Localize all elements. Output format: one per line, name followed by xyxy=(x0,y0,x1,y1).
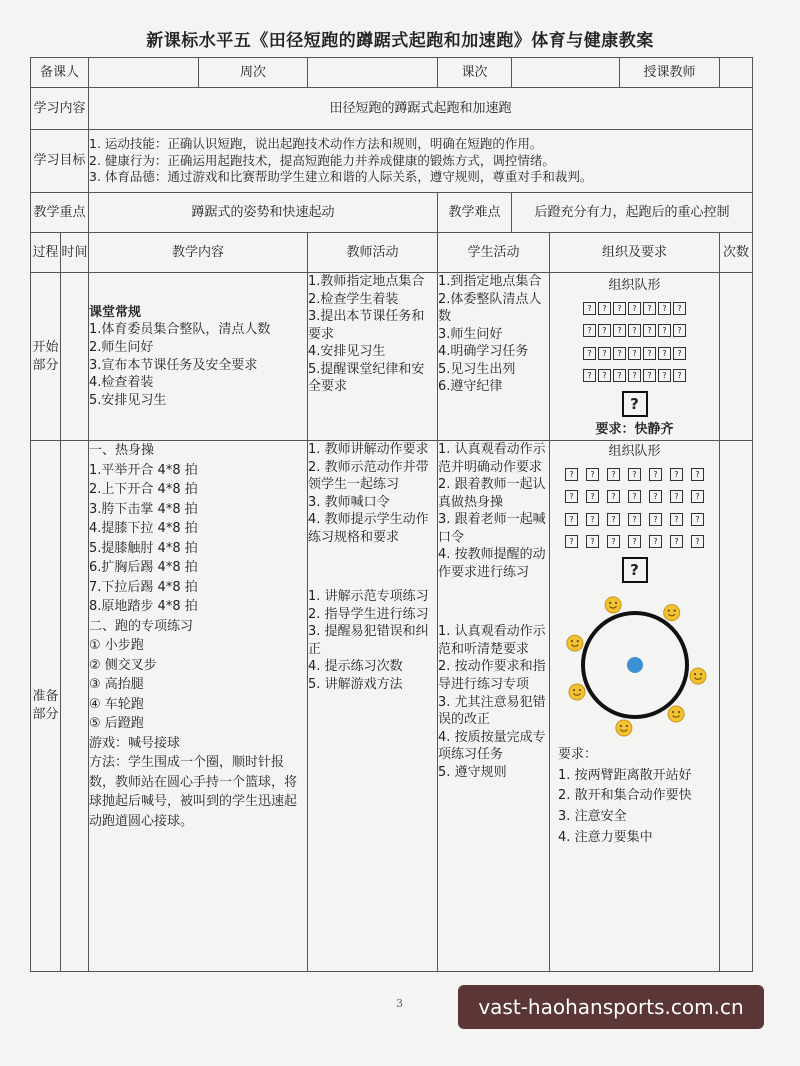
student-marker-icon: ? xyxy=(691,490,704,503)
list-item: 4.明确学习任务 xyxy=(438,344,529,360)
list-item: 8.原地踏步 4*8 拍 xyxy=(89,599,198,614)
list-item: 4. 按教师提醒的动作要求进行练习 xyxy=(438,547,546,580)
student-smiley-icon xyxy=(569,684,585,700)
student-marker-icon: ? xyxy=(643,369,656,382)
list-item: 7.下拉后踢 4*8 拍 xyxy=(89,579,198,595)
student-marker-icon: ? xyxy=(673,347,686,360)
student-marker-icon: ? xyxy=(649,513,662,526)
list-item: 2. 指导学生进行练习 xyxy=(308,606,429,622)
student-marker-icon: ? xyxy=(673,302,686,315)
student-marker-icon: ? xyxy=(583,369,596,382)
list-item: 1. 按两臂距离散开站好 xyxy=(558,767,692,783)
start-org-cell xyxy=(550,273,720,441)
week-label: 周次 xyxy=(199,58,308,88)
col-header-student: 学生活动 xyxy=(438,233,550,273)
col-header-count: 次数 xyxy=(720,233,753,273)
objective-item: 2. 健康行为：正确运用起跑技术，提高短跑能力并养成健康的锻炼方式，调控情绪。 xyxy=(89,152,555,168)
student-marker-icon: ? xyxy=(607,468,620,481)
student-marker-icon: ? xyxy=(658,302,671,315)
start-time-cell xyxy=(61,273,89,441)
student-smiley-icon xyxy=(605,597,621,613)
student-marker-icon: ? xyxy=(565,490,578,503)
list-item: 4. 提示练习次数 xyxy=(308,659,403,675)
student-formation-grid xyxy=(550,466,719,551)
list-item: 1. 讲解示范专项练习 xyxy=(308,589,429,605)
student-marker-icon: ? xyxy=(628,513,641,526)
prep-org-cell xyxy=(550,441,720,972)
list-item: 3. 注意安全 xyxy=(558,809,627,825)
start-content-cell xyxy=(89,273,308,441)
list-item: 5.提膝触肘 4*8 拍 xyxy=(89,540,198,556)
prep-teacher-label: 备课人 xyxy=(31,58,89,88)
student-marker-icon: ? xyxy=(628,347,641,360)
list-item: 3.提出本节课任务和要求 xyxy=(308,309,425,342)
page-title: 新课标水平五《田径短跑的蹲踞式起跑和加速跑》体育与健康教案 xyxy=(146,31,654,51)
list-item: 2.上下开合 4*8 拍 xyxy=(89,482,198,497)
col-header-time: 时间 xyxy=(61,233,89,273)
content-label: 学习内容 xyxy=(31,88,89,130)
prep-student-cell xyxy=(438,441,550,972)
week-value xyxy=(308,58,438,88)
student-smiley-icon xyxy=(615,720,631,736)
student-marker-icon: ? xyxy=(607,535,620,548)
student-marker-icon: ? xyxy=(565,535,578,548)
student-marker-icon: ? xyxy=(628,490,641,503)
student-marker-icon: ? xyxy=(583,347,596,360)
list-item: 2. 教师示范动作并带领学生一起练习 xyxy=(308,459,429,493)
student-marker-icon: ? xyxy=(586,468,599,481)
list-item: ① 小步跑 xyxy=(89,638,144,653)
student-marker-icon: ? xyxy=(649,490,662,503)
list-item: 2. 跟着教师一起认真做热身操 xyxy=(438,477,546,510)
list-item: 4.检查着装 xyxy=(89,375,154,391)
student-smiley-icon xyxy=(668,706,684,722)
col-header-content: 教学内容 xyxy=(89,233,308,273)
student-marker-icon: ? xyxy=(670,513,683,526)
student-marker-icon: ? xyxy=(598,347,611,360)
col-header-teacher: 教师活动 xyxy=(308,233,438,273)
list-item: ③ 高抬腿 xyxy=(89,677,144,692)
lesson-plan-table xyxy=(30,57,753,972)
student-marker-icon: ? xyxy=(673,369,686,382)
student-smiley-icon xyxy=(663,604,679,620)
list-item: 4. 按质按量完成专项练习任务 xyxy=(438,729,546,763)
list-item: 3.胯下击掌 4*8 拍 xyxy=(89,501,198,517)
student-marker-icon: ? xyxy=(628,369,641,382)
start-count-cell xyxy=(720,273,753,441)
start-student-cell xyxy=(438,273,550,441)
content-value: 田径短跑的蹲踞式起跑和加速跑 xyxy=(89,88,753,130)
list-item: 6.遵守纪律 xyxy=(438,379,503,395)
student-marker-icon: ? xyxy=(586,513,599,526)
student-formation-grid xyxy=(550,300,719,385)
list-item: ④ 车轮跑 xyxy=(89,696,144,712)
student-marker-icon: ? xyxy=(628,468,641,481)
difficulty-value: 后蹬充分有力，起跑后的重心控制 xyxy=(512,193,753,233)
student-marker-icon: ? xyxy=(691,468,704,481)
list-item: 1.到指定地点集合 xyxy=(438,274,542,289)
student-marker-icon: ? xyxy=(643,324,656,337)
student-marker-icon: ? xyxy=(691,513,704,526)
col-header-process: 过程 xyxy=(31,233,61,273)
list-item: 2. 散开和集合动作要快 xyxy=(558,788,692,804)
student-marker-icon: ? xyxy=(607,490,620,503)
page-number: 3 xyxy=(396,997,403,1010)
list-item: 2.师生问好 xyxy=(89,339,154,355)
student-marker-icon: ? xyxy=(613,369,626,382)
student-marker-icon: ? xyxy=(607,513,620,526)
objectives-label: 学习目标 xyxy=(31,130,89,193)
list-item: 5.提醒课堂纪律和安全要求 xyxy=(308,361,425,395)
list-item: 2. 按动作要求和指导进行练习专项 xyxy=(438,659,546,693)
teacher-position-icon: ? xyxy=(622,391,648,417)
list-item: 5. 讲解游戏方法 xyxy=(308,677,403,693)
col-header-org: 组织及要求 xyxy=(550,233,720,273)
teacher-value xyxy=(720,58,753,88)
objectives-list xyxy=(89,130,753,193)
lesson-value xyxy=(512,58,620,88)
student-marker-icon: ? xyxy=(586,535,599,548)
start-org-title: 组织队形 xyxy=(608,278,661,293)
list-item: 二、跑的专项练习 xyxy=(89,618,194,634)
list-item: 1.教师指定地点集合 xyxy=(308,274,425,289)
key-point-label: 教学重点 xyxy=(31,193,89,233)
ball-icon xyxy=(627,657,643,673)
student-marker-icon: ? xyxy=(649,468,662,481)
objective-item: 3. 体育品德：通过游戏和比赛帮助学生建立和谐的人际关系，遵守规则，尊重对手和裁判。 xyxy=(89,169,593,185)
list-item: 3. 跟着老师一起喊口令 xyxy=(438,512,546,545)
student-marker-icon: ? xyxy=(628,535,641,548)
student-marker-icon: ? xyxy=(565,513,578,526)
student-marker-icon: ? xyxy=(658,369,671,382)
student-marker-icon: ? xyxy=(691,535,704,548)
list-item: 4. 注意力要集中 xyxy=(558,829,653,845)
prep-teacher-value xyxy=(89,58,199,88)
student-marker-icon: ? xyxy=(598,302,611,315)
list-item: 方法：学生围成一个圈，顺时针报数，教师站在圆心手持一个篮球，将球抛起后喊号，被叫到的学生迅速起动跑道圆心接球。 xyxy=(89,755,298,829)
student-marker-icon: ? xyxy=(670,468,683,481)
student-marker-icon: ? xyxy=(649,535,662,548)
list-item: 1.体育委员集合整队，清点人数 xyxy=(89,322,271,338)
prep-req-title: 要求： xyxy=(558,746,598,762)
student-marker-icon: ? xyxy=(586,490,599,503)
list-item: 3.师生问好 xyxy=(438,326,503,342)
list-item: 4.提膝下拉 4*8 拍 xyxy=(89,521,198,536)
watermark-banner: vast-haohansports.com.cn xyxy=(458,985,764,1029)
start-teacher-cell xyxy=(308,273,438,441)
student-marker-icon: ? xyxy=(643,302,656,315)
list-item: 5.安排见习生 xyxy=(89,392,167,408)
student-smiley-icon xyxy=(690,668,706,684)
objective-item: 1. 运动技能：正确认识短跑，说出起跑技术动作方法和规则，明确在短跑的作用。 xyxy=(89,135,543,151)
lesson-label: 课次 xyxy=(438,58,512,88)
student-marker-icon: ? xyxy=(628,324,641,337)
list-item: 1.平举开合 4*8 拍 xyxy=(89,462,198,478)
student-marker-icon: ? xyxy=(583,302,596,315)
list-item: 3. 提醒易犯错误和纠正 xyxy=(308,624,429,657)
teacher-position-icon: ? xyxy=(622,557,648,583)
start-org-requirement: 要求：快静齐 xyxy=(595,421,674,437)
list-item: 1. 认真观看动作示范并明确动作要求 xyxy=(438,442,546,475)
student-marker-icon: ? xyxy=(598,369,611,382)
list-item: 6.扩胸后踢 4*8 拍 xyxy=(89,560,198,575)
student-marker-icon: ? xyxy=(670,535,683,548)
teacher-label: 授课教师 xyxy=(620,58,720,88)
list-item: 3. 尤其注意易犯错误的改正 xyxy=(438,694,546,728)
student-marker-icon: ? xyxy=(658,347,671,360)
prep-content-cell xyxy=(89,441,308,972)
student-marker-icon: ? xyxy=(673,324,686,337)
list-item: 5.见习生出列 xyxy=(438,361,516,377)
list-item: 游戏：喊号接球 xyxy=(89,735,181,751)
list-item: 2.检查学生着装 xyxy=(308,291,399,307)
list-item: 4.安排见习生 xyxy=(308,344,386,360)
prep-count-cell xyxy=(720,441,753,972)
list-item: 5. 遵守规则 xyxy=(438,764,507,780)
student-marker-icon: ? xyxy=(583,324,596,337)
student-marker-icon: ? xyxy=(613,347,626,360)
student-marker-icon: ? xyxy=(565,468,578,481)
prep-time-cell xyxy=(61,441,89,972)
student-marker-icon: ? xyxy=(643,347,656,360)
student-marker-icon: ? xyxy=(628,302,641,315)
list-item: ⑤ 后蹬跑 xyxy=(89,716,144,731)
student-marker-icon: ? xyxy=(613,324,626,337)
start-content-title: 课堂常规 xyxy=(89,304,142,320)
prep-section-label: 准备部分 xyxy=(31,441,61,972)
student-marker-icon: ? xyxy=(598,324,611,337)
student-marker-icon: ? xyxy=(658,324,671,337)
difficulty-label: 教学难点 xyxy=(438,193,512,233)
list-item: ② 侧交叉步 xyxy=(89,657,157,673)
student-marker-icon: ? xyxy=(670,490,683,503)
list-item: 3.宣布本节课任务及安全要求 xyxy=(89,357,258,373)
list-item: 一、热身操 xyxy=(89,443,155,458)
key-point-value: 蹲踞式的姿势和快速起动 xyxy=(89,193,438,233)
student-smiley-icon xyxy=(566,635,582,651)
prep-org-title: 组织队形 xyxy=(608,444,661,459)
list-item: 3. 教师喊口令 xyxy=(308,494,390,510)
student-marker-icon: ? xyxy=(613,302,626,315)
list-item: 1. 教师讲解动作要求 xyxy=(308,442,429,457)
prep-teacher-cell xyxy=(308,441,438,972)
list-item: 1. 认真观看动作示范和听清楚要求 xyxy=(438,624,546,657)
list-item: 2.体委整队清点人数 xyxy=(438,291,542,325)
start-section-label: 开始部分 xyxy=(31,273,61,441)
list-item: 4. 教师提示学生动作练习规格和要求 xyxy=(308,512,429,545)
circle-game-diagram xyxy=(553,585,717,745)
